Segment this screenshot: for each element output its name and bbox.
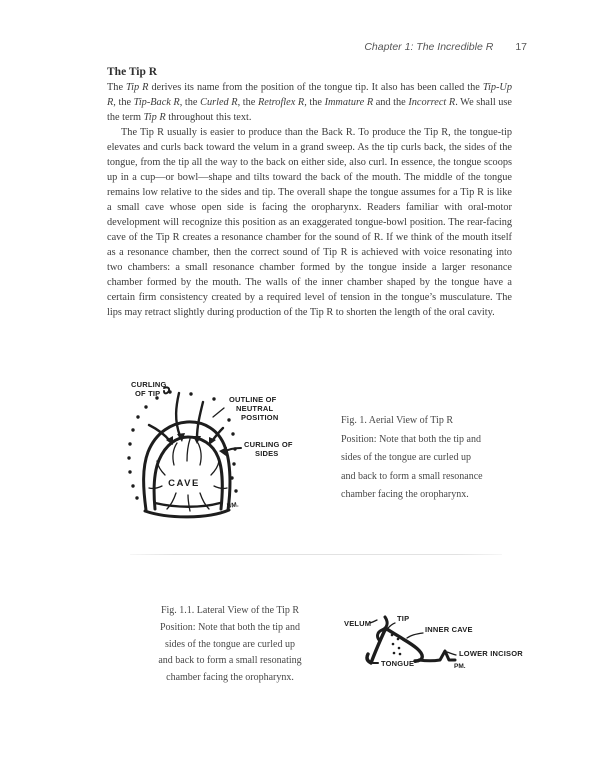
curling-of-tip-label2: OF TIP [135,389,161,398]
outline-label3: POSITION [241,413,279,422]
lower-incisor-pointer-line [447,652,456,655]
figure1-caption [341,412,493,505]
curling-of-sides-label2: SIDES [255,449,279,458]
cave-label: CAVE [168,478,200,489]
lower-incisor-label: LOWER INCISOR [459,649,523,658]
caption-line: sides of the tongue are curled up [341,452,471,463]
sides-pointer-arrowhead [219,447,227,456]
tongue-label-dash-right [415,661,419,662]
caption-line: Position: Note that both the tip and [160,621,300,633]
caption-line: and back to form a small resonance [341,470,483,482]
paragraph-2: The Tip R usually is easier to produce than the Back R. To produce the Tip R, the tongue-tip elevates and curls back toward the velum in a grand sweep. As the tip curls back, the sides of the tongue, from the tip all the way to the back on either side, also curl. In essence, the tongue scoops up in a cup—or bowl—shape and tilts toward the back of the mouth. The middle of the tongue remains low relative to the sides and tip. The overall shape the tongue assumes for a Tip R is like a small cave whose open side is facing the oropharynx. Readers familiar with oral-motor development will recognize this position as an exaggerated tongue-bowl position. The rear-facing cave of the Tip R creates a resonance chamber for the sound of R. If we think of the mouth itself as a resonance chamber, then the correct sound of Tip R is achieved with voice resonating into two chambers: a small resonance chamber formed by the tongue inside a larger resonance chamber formed by the mouth. The walls of the inner chamber shaped by the tongue have a certain firm consistency created by a required level of tension in the tongue’s musculature. The lips may retract slightly during production of the Tip R to shorten the length of the oral cavity. [107,127,512,318]
caption-line: and back to form a small resonating [158,655,302,667]
tongue-outer-bottom [145,510,229,517]
section-divider [130,554,502,555]
caption-line: Fig. 1.1. Lateral View of the Tip R [160,605,300,616]
aerial-view-drawing [126,376,338,548]
section-heading: The Tip R [107,66,158,78]
tip-pointer-line [388,623,395,628]
inner-cave-label: INNER CAVE [425,625,473,634]
tongue-profile-outline [367,629,422,663]
tip-label: TIP [397,614,410,623]
caption-line: chamber facing the oropharynx. [166,672,294,684]
inner-cave-pointer-line [407,633,423,638]
outline-label1: OUTLINE OF [229,395,277,404]
body-text-block [107,64,512,320]
running-head [364,41,527,53]
fig1-signature: BM. [226,501,240,510]
tongue-label: TONGUE [381,659,415,668]
outline-label2: NEUTRAL [236,404,274,413]
curling-of-tip-label: CURLING [131,380,167,389]
velum-label: VELUM [344,619,372,628]
page-number: 17 [515,41,527,53]
paragraph-1: The Tip R derives its name from the position of the tongue tip. It also has been called the Tip-Up R, the Tip-Back R, the Curled R, the Retroflex R, the Immature R and the Incorrect R. We shall use the term Tip R throughout this text. [107,82,513,123]
chapter-title: Chapter 1: The Incredible R [364,41,494,53]
tongue-inner-bottom [155,503,220,507]
caption-line: sides of the tongue are curled up [165,638,295,650]
curling-of-sides-label1: CURLING OF [244,440,293,449]
caption-line: chamber facing the oropharynx. [341,489,469,500]
outline-pointer-line [213,408,224,417]
caption-line: Fig. 1. Aerial View of Tip R [341,415,454,426]
figure2-caption [146,603,314,687]
fig2-signature: PM. [454,663,466,670]
caption-line: Position: Note that both the tip and [341,433,481,445]
lateral-view-drawing [340,608,555,708]
